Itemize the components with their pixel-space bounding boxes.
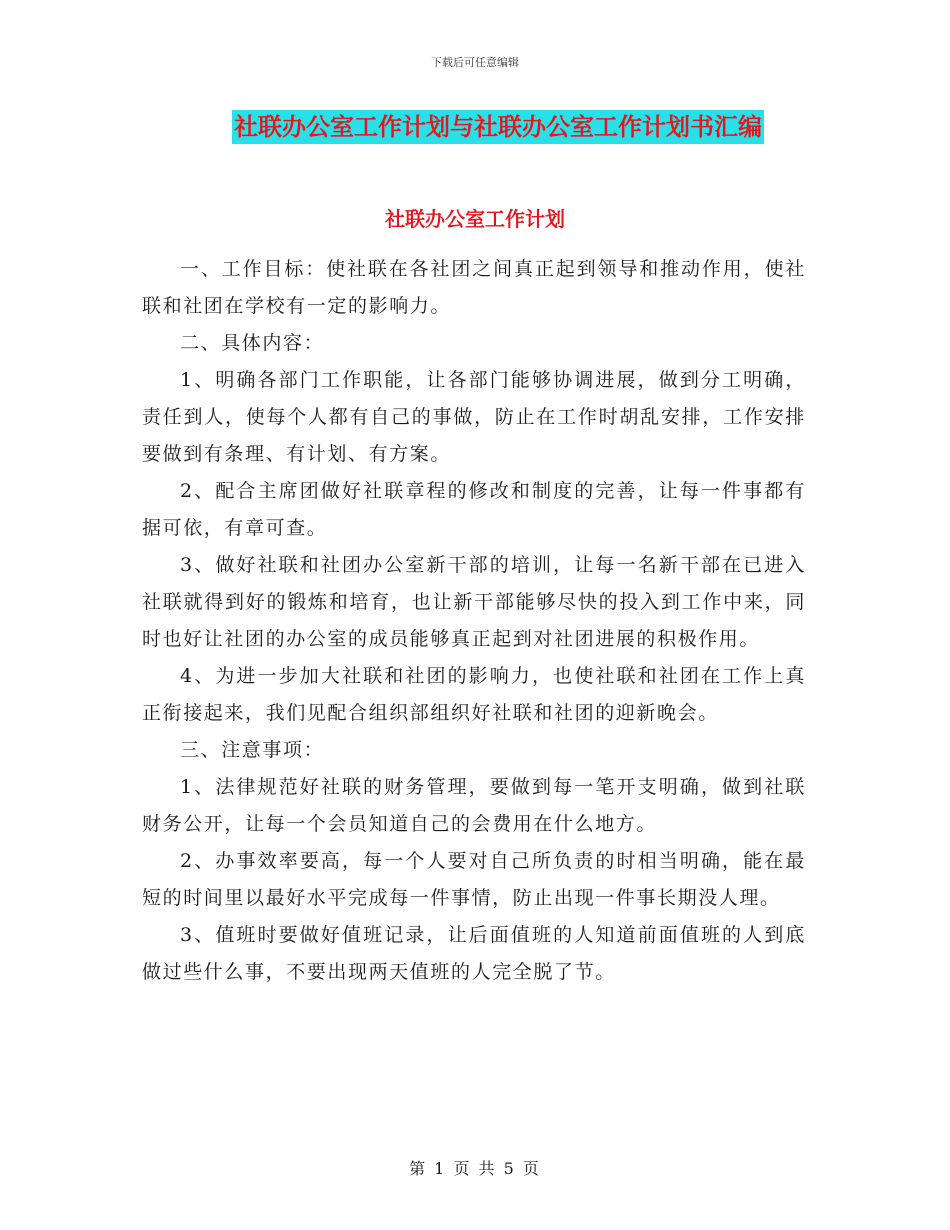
paragraph-note-1: 1、法律规范好社联的财务管理，要做到每一笔开支明确，做到社联财务公开，让每一个会员知道自己的会费用在什么地方。 <box>142 776 806 835</box>
paragraph-heading-notes: 三、注意事项： <box>180 739 325 761</box>
header-note: 下载后可任意编辑 <box>431 56 519 69</box>
paragraph-content-1: 1、明确各部门工作职能，让各部门能够协调进展，做到分工明确，责任到人，使每个人都有自己的事做，防止在工作时胡乱安排，工作安排要做到有条理、有计划、有方案。 <box>142 369 806 465</box>
paragraph-note-3: 3、值班时要做好值班记录，让后面值班的人知道前面值班的人到底做过些什么事，不要出现两天值班的人完全脱了节。 <box>142 924 806 983</box>
page-indicator: 第 1 页 共 5 页 <box>409 1159 541 1178</box>
paragraph-content-4: 4、为进一步加大社联和社团的影响力，也使社联和社团在工作上真正衔接起来，我们见配合组织部组织好社联和社团的迎新晚会。 <box>142 665 806 724</box>
paragraph-heading-content: 二、具体内容： <box>180 332 325 354</box>
paragraph-note-2: 2、办事效率要高，每一个人要对自己所负责的时相当明确，能在最短的时间里以最好水平完成每一件事情，防止出现一件事长期没人理。 <box>142 850 806 909</box>
main-title-container <box>0 110 950 144</box>
paragraph-goal: 一、工作目标：使社联在各社团之间真正起到领导和推动作用，使社联和社团在学校有一定的影响力。 <box>142 258 806 317</box>
main-title: 社联办公室工作计划与社联办公室工作计划书汇编 <box>232 110 764 144</box>
paragraph-content-3: 3、做好社联和社团办公室新干部的培训，让每一名新干部在已进入社联就得到好的锻炼和培育，也让新干部能够尽快的投入到工作中来，同时也好让社团的办公室的成员能够真正起到对社团进展的积极作用。 <box>142 554 806 650</box>
document-body <box>142 251 806 991</box>
paragraph-content-2: 2、配合主席团做好社联章程的修改和制度的完善，让每一件事都有据可依，有章可查。 <box>142 480 806 539</box>
section-title: 社联办公室工作计划 <box>385 207 565 231</box>
